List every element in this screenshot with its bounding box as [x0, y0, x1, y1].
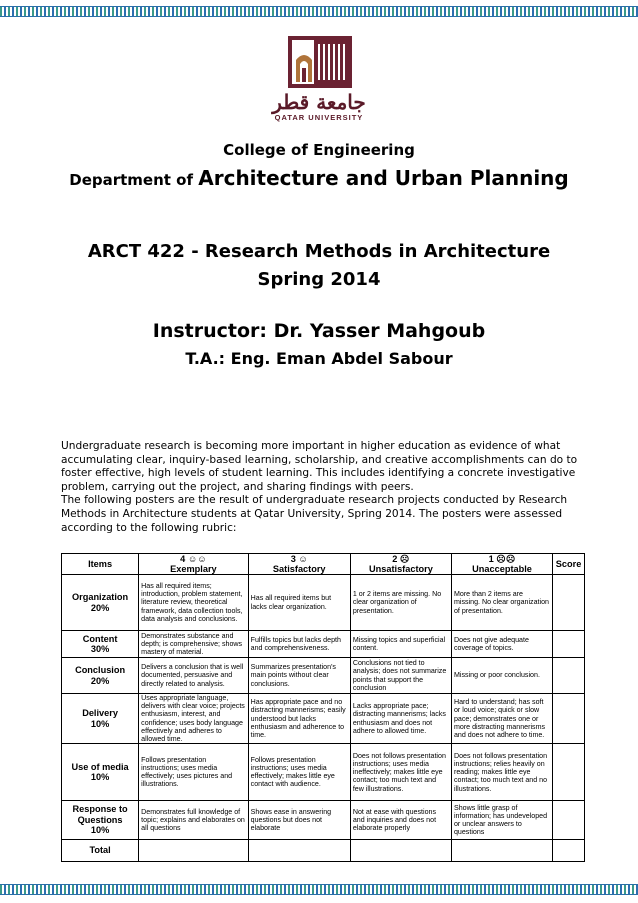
row-item-cell [62, 801, 139, 840]
level-3-cell: Summarizes presentation's main points without clear conclusions. [248, 658, 350, 694]
row-item-weight: 30% [90, 644, 110, 654]
department-name: Architecture and Urban Planning [198, 166, 569, 190]
level-1-cell: Shows little grasp of information; has undeveloped or unclear answers to questions [451, 801, 552, 840]
row-item-cell [62, 694, 139, 744]
level-4-cell: Delivers a conclusion that is well documented, persuasive and directly related to analysis. [139, 658, 248, 694]
header-level-2 [350, 554, 451, 575]
level-4-cell: Has all required items; introduction, problem statement, literature review, theoretical framework, data collection tools, data analysis and conclusions. [139, 575, 248, 631]
level-1-cell: Hard to understand; has soft or loud voice; quick or slow pace; demonstrates one or more distracting mannerisms and does not adhere to time. [451, 694, 552, 744]
level-3-cell: Follows presentation instructions; uses media effectively; makes little eye contact with audience. [248, 744, 350, 801]
rubric-row-use-of-media [62, 744, 585, 801]
row-item-cell [62, 631, 139, 658]
score-cell [553, 631, 585, 658]
row-item-name: Delivery [82, 708, 118, 719]
row-item-name: Response to Questions [72, 804, 128, 825]
score-cell [553, 744, 585, 801]
qatar-university-logo [284, 32, 356, 92]
level-3-cell: Shows ease in answering questions but does not elaborate [248, 801, 350, 840]
row-item-weight: 20% [90, 602, 110, 613]
instructor-name: Instructor: Dr. Yasser Mahgoub [152, 320, 486, 342]
rubric-row-total [62, 840, 585, 862]
score-cell [553, 658, 585, 694]
row-item-name: Conclusion [75, 665, 126, 675]
header-level-3-label: Satisfactory [272, 564, 326, 574]
header-level-1-label: Unacceptable [472, 564, 532, 574]
level-3-cell: Has appropriate pace and no distracting mannerisms; easily understood but lacks enthusiasm and adherence to time. [248, 694, 350, 744]
intro-paragraph-1: Undergraduate research is becoming more important in higher education as evidence of what accumulating clear, inquiry-based learning, scholarship, and creative accomplishments can do to foster effective, high levels of student learning. This includes identifying a concrete investigative problem, carrying out the project, and sharing findings with peers. [61, 440, 578, 493]
level-1-cell: More than 2 items are missing. No clear organization of presentation. [451, 575, 552, 631]
row-item-weight: 20% [90, 675, 110, 686]
university-name-english: QATAR UNIVERSITY [274, 113, 364, 122]
level-2-cell: Does not follows presentation instructions; uses media ineffectively; makes little eye contact; too much text and few illustrations. [350, 744, 451, 801]
row-item-name: Organization [72, 592, 129, 602]
college-title: College of Engineering [223, 141, 415, 159]
total-empty-cell [350, 840, 451, 862]
header-level-4-label: Exemplary [170, 564, 217, 574]
level-2-cell: Lacks appropriate pace; distracting mannerisms; lacks enthusiasm and does not adhere to allowed time. [350, 694, 451, 744]
row-item-name: Use of media [71, 761, 129, 772]
score-cell [553, 694, 585, 744]
level-4-cell: Follows presentation instructions; uses media effectively; uses pictures and illustrations. [139, 744, 248, 801]
level-2-cell: Not at ease with questions and inquiries and does not elaborate properly [350, 801, 451, 840]
level-3-cell: Has all required items but lacks clear organization. [248, 575, 350, 631]
score-cell [553, 575, 585, 631]
row-item-cell [62, 575, 139, 631]
header-level-3 [248, 554, 350, 575]
row-item-weight: 10% [90, 772, 110, 783]
level-2-cell: Missing topics and superficial content. [350, 631, 451, 658]
introduction-text [61, 440, 581, 535]
department-title [0, 166, 638, 190]
header-level-2-score: 2 ☹ [392, 554, 410, 564]
level-2-cell: Conclusions not tied to analysis; does not summarize points that support the conclusion [350, 658, 451, 694]
intro-paragraph-2: The following posters are the result of undergraduate research projects conducted by Research Methods in Architecture students at Qatar University, Spring 2014. The posters were assessed according to the following rubric: [61, 494, 568, 534]
level-1-cell: Does not follows presentation instructions; relies heavily on reading; makes little eye contact; too much text and no illustrations. [451, 744, 552, 801]
score-cell [553, 801, 585, 840]
rubric-row-content [62, 631, 585, 658]
level-4-cell: Demonstrates full knowledge of topic; explains and elaborates on all questions [139, 801, 248, 840]
level-3-cell: Fulfills topics but lacks depth and comprehensiveness. [248, 631, 350, 658]
rubric-row-response-to-questions [62, 801, 585, 840]
rubric-row-organization [62, 575, 585, 631]
header-level-1-score: 1 ☹☹ [488, 554, 516, 564]
course-term: Spring 2014 [257, 269, 381, 290]
row-item-cell [62, 744, 139, 801]
level-4-cell: Uses appropriate language, delivers with clear voice; projects enthusiasm, interest, and confidence; uses body language effectively and adheres to allowed time. [139, 694, 248, 744]
course-title: ARCT 422 - Research Methods in Architecture [87, 241, 551, 262]
header-level-1 [451, 554, 552, 575]
rubric-row-delivery [62, 694, 585, 744]
total-score-cell [553, 840, 585, 862]
top-decorative-border [0, 6, 638, 17]
assessment-rubric-table [61, 553, 585, 862]
level-1-cell: Missing or poor conclusion. [451, 658, 552, 694]
row-item-name: Content [82, 633, 118, 644]
university-name-arabic: جامعة قطر [272, 90, 366, 114]
total-empty-cell [248, 840, 350, 862]
total-empty-cell [139, 840, 248, 862]
header-level-2-label: Unsatisfactory [368, 564, 433, 574]
header-items: Items [62, 554, 139, 575]
bottom-decorative-border [0, 884, 638, 895]
total-label: Total [62, 840, 139, 862]
row-item-weight: 10% [90, 825, 110, 836]
rubric-header-row [62, 554, 585, 575]
department-prefix: Department of [69, 171, 194, 189]
row-item-cell [62, 658, 139, 694]
row-item-weight: 10% [90, 718, 110, 729]
header-level-4-score: 4 ☺☺ [180, 554, 207, 564]
header-score: Score [553, 554, 585, 575]
level-1-cell: Does not give adequate coverage of topics. [451, 631, 552, 658]
header-level-4 [139, 554, 248, 575]
total-empty-cell [451, 840, 552, 862]
header-level-3-score: 3 ☺ [290, 554, 308, 564]
rubric-row-conclusion [62, 658, 585, 694]
level-2-cell: 1 or 2 items are missing. No clear organization of presentation. [350, 575, 451, 631]
teaching-assistant-name: T.A.: Eng. Eman Abdel Sabour [185, 349, 453, 368]
level-4-cell: Demonstrates substance and depth; is comprehensive; shows mastery of material. [139, 631, 248, 658]
